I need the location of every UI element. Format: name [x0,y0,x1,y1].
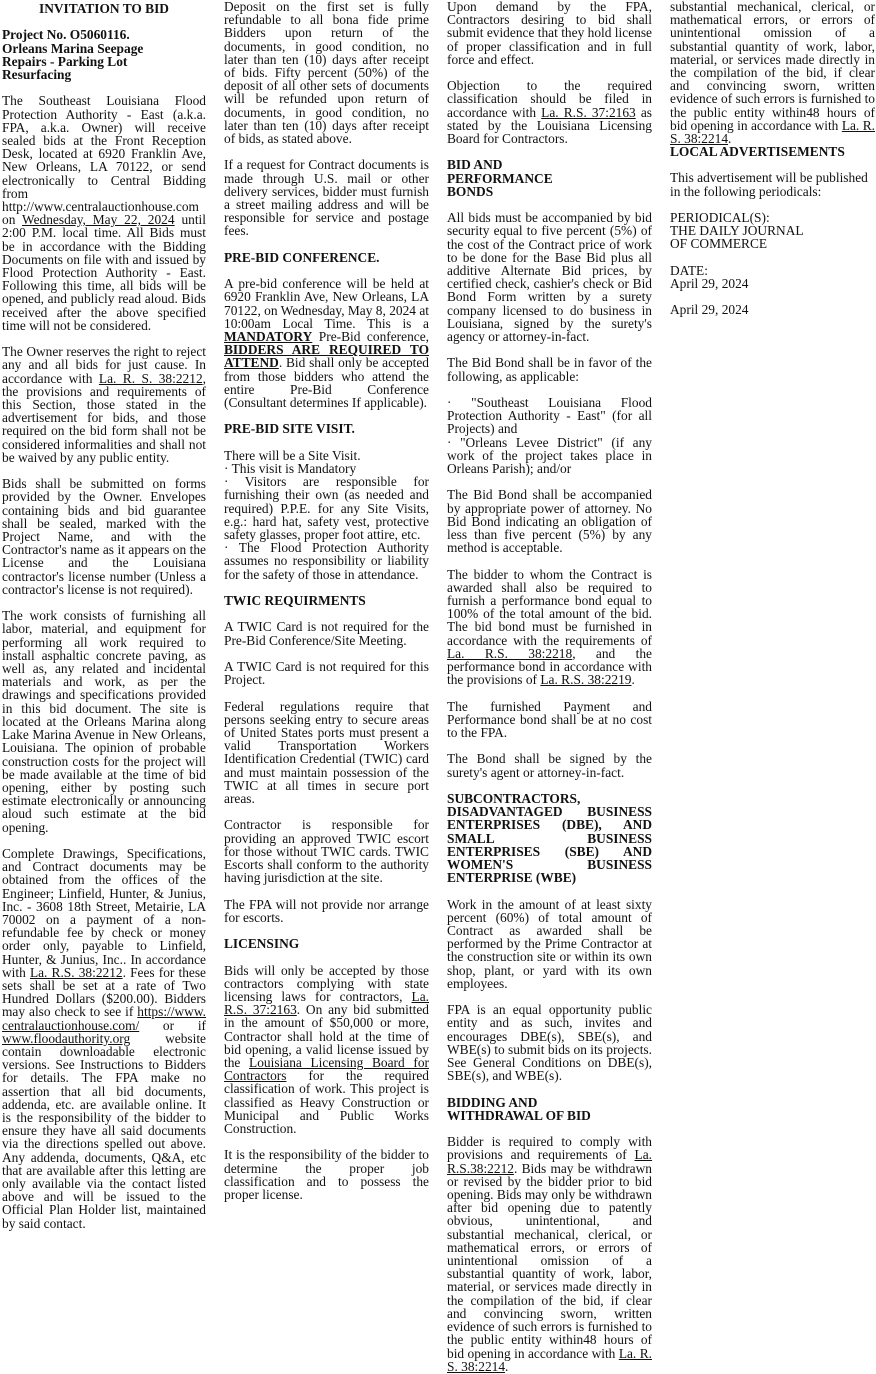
text: Bidder is required to comply with provisions and requirements of [447,1134,652,1163]
publication-date: April 29, 2024 [670,302,749,318]
law-reference: La. R.S. 37:2163 [224,989,429,1018]
list-item: · This visit is Mandatory [224,461,357,477]
text: . [728,131,732,147]
text: The Southeast Louisiana Flood Protection Authority - East (a.k.a. FPA, a.k.a. Owner) will receive sealed bids at the Front Reception Desk, located at 6920 Franklin Ave, New Orleans, LA 70122, or send electronically to Central Bidding from http://www.centralauctionhouse.com on [2,93,206,228]
text: Complete Drawings, Specifications, and Contract documents may be obtained from the offices of the Engineer; Linfield, Hunter, & Junius, Inc. - 3608 18th Street, Metairie, LA 70002 on a payment of a non-refundable fee by check or money order only, payable to Linfield, Hunter, & Junius, Inc.. In accordance with [2,845,206,980]
bond-cost-paragraph: The furnished Payment and Performance bond shall be at no cost to the FPA. [447,698,652,741]
list-item: · Visitors are responsible for furnishing their own (as needed and required) P.P.E. for any Site Visits, e.g.: hard hat, safety vest, protective safety glasses, proper foot attire, etc. [224,474,429,543]
mandatory-label: MANDATORY [224,329,313,345]
project-name-line: Repairs - Parking Lot [2,53,128,69]
withdrawal-paragraph [447,1134,652,1374]
law-reference: La. R.S. 38:2212 [29,964,123,980]
bid-receipt-paragraph [2,94,206,332]
text: , the provisions and requirements of this Section, those stated in the advertisement for bids, and those required on the bid form shall not be considered informalities and shall not be waived by any public entity. [2,370,206,465]
project-name-line: Orleans Marina Seepage [2,40,144,56]
text: substantial mechanical, clerical, or mathematical errors, or errors of unintentional omission of a substantial quantity of work, labor, material, or services made directly in the compilation of the bid, if clear and convincing sworn, written evidence of such errors is furnished to the public entity within48 hours of bid opening in accordance with [670,0,875,133]
column-3 [447,0,652,1374]
equal-opportunity-paragraph: FPA is an equal opportunity public entity and as such, invites and encourages DBE(s), SBE(s), and WBE(s) to submit bids on its projects. See General Conditions on DBE(s), SBE(s), and WBE(s). [447,1002,652,1084]
twic-paragraph: A TWIC Card is not required for the Pre-Bid Conference/Site Meeting. [224,619,429,648]
doc-title: INVITATION TO BID [39,1,169,16]
site-visit-intro: There will be a Site Visit. [224,447,361,463]
law-reference: La. R.S.38:2212 [447,1147,652,1176]
law-reference: La. R. S. 38:2214 [670,117,875,147]
license-evidence-paragraph: Upon demand by the FPA, Contractors desiring to bid shall submit evidence that they hold license of proper classification and in full force and effect. [447,0,652,67]
project-name-line: Resurfacing [2,67,72,82]
flood-authority-link[interactable]: www.floodauthority.org [2,1030,131,1046]
text: or if [139,1017,206,1033]
column-2 [224,0,429,1214]
documents-paragraph [2,847,206,1230]
twic-paragraph: A TWIC Card is not required for this Project. [224,659,429,688]
site-visit-heading: PRE-BID SITE VISIT. [224,421,355,437]
column-4 [670,0,875,330]
bonds-heading: BID AND PERFORMANCE BONDS [447,157,553,199]
twic-escort-paragraph: Contractor is responsible for providing an approved TWIC escort for those without TWIC cards. TWIC Escorts shall conform to the authority having jurisdiction at the site. [224,817,429,886]
text: . Bids may be withdrawn or revised by the bidder prior to bid opening. Bids may only be withdrawn after bid opening due to patently obvious, unintentional, and substantial mechanical, clerical, or mathematical errors, or errors of unintentional omission of a substantial quantity of work, labor, material, or services made directly in the compilation of the bid, if clear and convincing sworn, written evidence of such errors is furnished to the public entity within48 hours of bid opening in accordance with [447,1160,652,1361]
text: . Fees for these sets shall be set at a rate of Two Hundred Dollars ($200.00). Bidders may also check to see if [2,964,207,1020]
periodical-name: THE DAILY JOURNAL [670,223,804,239]
owner-rights-paragraph [2,345,206,464]
site-visit-list [224,449,429,581]
withdrawal-paragraph-continued [670,0,875,145]
text: . [631,672,635,688]
licensing-heading: LICENSING [224,936,300,952]
list-item: · "Orleans Levee District" (if any work of the project takes place in Orleans Parish); and/or [447,434,652,477]
federal-regulations-paragraph: Federal regulations require that persons seeking entry to secure areas of United States ports must present a valid Transportation Workers Identification Credential (TWIC) card and must maintain possession of the TWIC at all times in secure port areas. [224,698,429,807]
prime-contractor-paragraph: Work in the amount of at least sixty percent (60%) of total amount of Contract as awarded shall be performed by the Prime Contractor at the construction site or within its own shop, plant, or yard with its own employees. [447,896,652,991]
prebid-conference-paragraph [224,277,429,409]
law-reference: La. R.S. 38:2218 [447,645,573,661]
law-reference: La. R.S. 38:2219 [540,672,632,688]
text: A pre-bid conference will be held at 6920 Franklin Ave, New Orleans, LA 70122, on Wednesday, May 8, 2024 at 10:00am Local Time. This is a [224,276,429,331]
mail-request-paragraph: If a request for Contract documents is made through U.S. mail or other delivery services, bidder must furnish a street mailing address and will be responsible for service and postage fees. [224,157,429,239]
text: The bidder to whom the Contract is awarded shall also be required to furnish a performance bond equal to 100% of the total amount of the bid. The bid bond must be furnished in accordance with the requirements of [447,566,652,648]
text: Pre-Bid conference, [312,329,429,345]
law-reference: La. R. S. 38:2212 [98,370,203,386]
text: until 2:00 P.M. local time. All Bids must be in accordance with the Bidding Documents on file with and issued by Flood Protection Authority - East. Following this time, all bids will be opened, and publicly read aloud. Bids received after the above specified time will not be considered. [2,212,206,333]
text: . On any bid submitted in the amount of $50,000 or more, Contractor shall hold at the time of bid opening, a valid license issued by the [224,1002,429,1071]
column-1 [2,0,206,1243]
text: The Owner reserves the right to reject any and all bids for just cause. In accordance with [2,344,206,386]
project-number: Project No. O5060116. [2,27,130,43]
twic-heading: TWIC REQUIRMENTS [224,593,366,609]
list-item: · "Southeast Louisiana Flood Protection Authority - East" (for all Projects) and [447,395,652,437]
law-reference: La. R.S. 37:2163 [541,104,636,120]
power-of-attorney-paragraph: The Bid Bond shall be accompanied by appropriate power of attorney. No Bid Bond indicating an obligation of less than five percent (5%) by any method is acceptable. [447,487,652,556]
work-scope-paragraph: The work consists of furnishing all labor, material, and equipment for performing all work required to install asphaltic concrete paving, as well as, any related and incidental materials and work, as per the drawings and specifications provided in this bid document. The site is located at the Orleans Marina along Lake Marina Avenue in New Orleans, Louisiana. The opinion of probable construction costs for the project will be made available at the time of bid opening, either by posting such estimate electronically or announcing aloud such estimate at the bid opening. [2,608,206,835]
licensing-paragraph [224,964,429,1136]
text: website contain downloadable electronic versions. See Instructions to Bidders for details. The FPA make no assertion that all bid documents, addenda, etc. are available online. It is the responsibility of the bidder to ensure they have all said documents via the directions spelled out above. Any addenda, documents, Q&A, etc that are available after this letting are only available via the contact listed above and will be issued to the Official Plan Holder list, maintained by said contact. [2,1030,206,1231]
attendance-required-label: BIDDERS ARE REQUIRED TO ATTEND [224,342,429,371]
periodicals-block [670,211,875,251]
objection-paragraph [447,79,652,145]
withdrawal-continuation [670,0,875,145]
text: . [505,1358,509,1374]
publication-date: April 29, 2024 [670,275,749,291]
central-auction-link[interactable]: https://www.centralauctionhouse.com/ [2,1004,206,1033]
publication-paragraph: This advertisement will be published in the following periodicals: [670,170,868,199]
prebid-conference-heading: PRE-BID CONFERENCE. [224,249,380,265]
performance-bond-paragraph [447,568,652,687]
bid-date: Wednesday, May 22, 2024 [22,212,175,228]
project-heading [2,28,206,81]
text: . Bid shall only be accepted from those bidders who attend the entire Pre-Bid Conference (Consultant determines If applicable). [224,355,429,411]
bid-security-paragraph: All bids must be accompanied by bid security equal to five percent (5%) of the cost of the Contract price of work to be done for the Base Bid plus all additive Alternate Bid prices, by certified check, cashier's check or Bid Bond Form written by a surety company licensed to do business in Louisiana, signed by the surety's agency or attorney-in-fact. [447,210,652,345]
classification-paragraph: It is the responsibility of the bidder to determine the proper job classification and to possess the proper license. [224,1147,429,1203]
bond-favor-list [447,396,652,475]
local-ads-heading: LOCAL ADVERTISEMENTS [670,144,845,159]
periodicals-label: PERIODICAL(S): [670,209,770,225]
text: Objection to the required classification should be filed in accordance with [447,78,652,120]
bond-signature-paragraph: The Bond shall be signed by the surety's agent or attorney-in-fact. [447,751,652,780]
date-label: DATE: [670,262,708,278]
text: Bids will only be accepted by those contractors complying with state licensing laws for contractors, [224,962,429,1005]
bid-forms-paragraph: Bids shall be submitted on forms provided by the Owner. Envelopes containing bids and bid guarantee shall be sealed, marked with the Project Name, and with the Contractor's name as it appears on the License and the Louisiana contractor's license number (Unless a contractor's license is not required). [2,476,206,597]
subcontractors-heading: SUBCONTRACTORS, DISADVANTAGED BUSINESS ENTERPRISES (DBE), AND SMALL BUSINESS ENTERPRISES (SBE) AND WOMEN'S BUSINESS ENTERPRISE (WBE) [447,791,652,886]
periodical-name: OF COMMERCE [670,236,768,252]
licensing-board-reference: Louisiana Licensing Board for Contractors [224,1055,429,1084]
law-reference: La. R. S. 38:2214 [447,1345,652,1374]
text: as stated by the Louisiana Licensing Board for Contractors. [447,104,652,147]
escort-paragraph: The FPA will not provide nor arrange for escorts. [224,896,429,925]
withdrawal-heading: BIDDING AND WITHDRAWAL OF BID [447,1094,591,1123]
text: , and the performance bond in accordance with the provisions of [447,645,652,688]
text: for the required classification of work. This project is classified as Heavy Construction or Municipal and Public Works Construction. [224,1068,429,1137]
dates-block [670,264,875,290]
deposit-paragraph: Deposit on the first set is fully refundable to all bona fide prime Bidders upon return of the documents, in good condition, no later than ten (10) days after receipt of bids. Fifty percent (50%) of the deposit of all other sets of documents will be refunded upon return of documents, in good condition, no later than ten (10) days after receipt of bids, as stated above. [224,0,429,147]
list-item: · The Flood Protection Authority assumes no responsibility or liability for the safety of those in attendance. [224,540,429,582]
bond-favor-paragraph: The Bid Bond shall be in favor of the following, as applicable: [447,355,652,384]
